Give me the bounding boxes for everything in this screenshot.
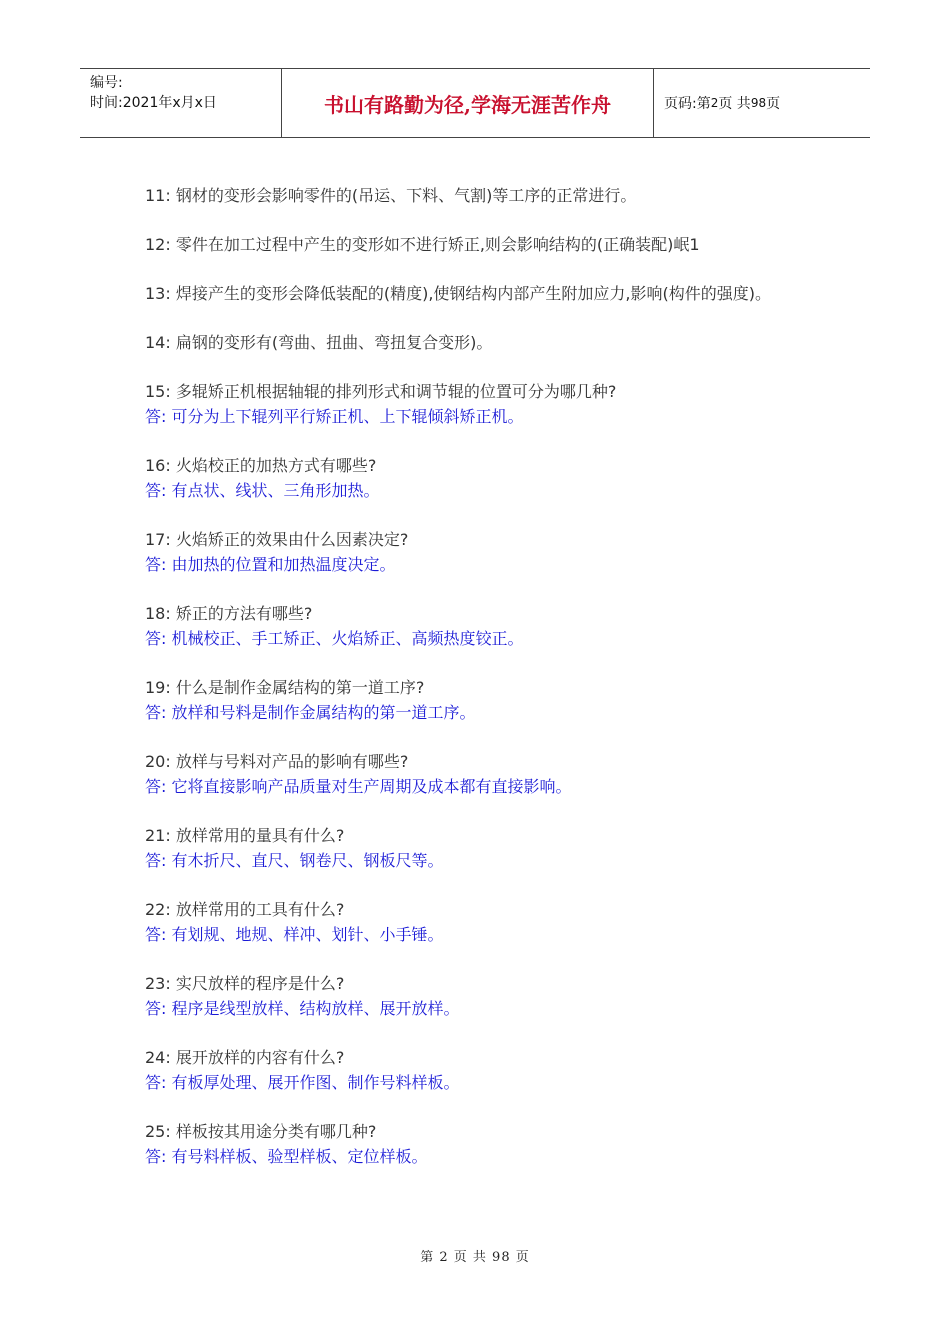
answer-text: 答: 有板厚处理、展开作图、制作号料样板。 [145, 1073, 460, 1092]
qa-item [145, 971, 815, 1021]
answer-text: 答: 有点状、线状、三角形加热。 [145, 481, 380, 500]
qa-item [145, 1119, 815, 1169]
question-text: 24: 展开放样的内容有什么? [145, 1048, 345, 1067]
qa-list [145, 183, 815, 1193]
answer-text: 答: 可分为上下辊列平行矫正机、上下辊倾斜矫正机。 [145, 407, 524, 426]
header-meta [80, 69, 282, 137]
answer-text: 答: 它将直接影响产品质量对生产周期及成本都有直接影响。 [145, 777, 572, 796]
question-text: 17: 火焰矫正的效果由什么因素决定? [145, 530, 409, 549]
qa-item [145, 281, 815, 306]
question-text: 21: 放样常用的量具有什么? [145, 826, 345, 845]
qa-item [145, 379, 815, 429]
qa-item [145, 1045, 815, 1095]
time-label: 时间:2021年x月x日 [90, 95, 217, 111]
question-text: 11: 钢材的变形会影响零件的(吊运、下料、气割)等工序的正常进行。 [145, 186, 637, 205]
page-mid: 页 共 [718, 96, 751, 112]
question-text: 19: 什么是制作金属结构的第一道工序? [145, 678, 425, 697]
page-footer: 第 2 页 共 98 页 [420, 1250, 530, 1265]
answer-text: 答: 有号料样板、验型样板、定位样板。 [145, 1147, 428, 1166]
qa-item [145, 823, 815, 873]
answer-text: 答: 有划规、地规、样冲、划针、小手锤。 [145, 925, 444, 944]
qa-item [145, 453, 815, 503]
question-text: 22: 放样常用的工具有什么? [145, 900, 345, 919]
question-text: 20: 放样与号料对产品的影响有哪些? [145, 752, 409, 771]
qa-item [145, 183, 815, 208]
question-text: 16: 火焰校正的加热方式有哪些? [145, 456, 377, 475]
qa-item [145, 330, 815, 355]
header-motto: 书山有路勤为径,学海无涯苦作舟 [282, 69, 654, 137]
answer-text: 答: 放样和号料是制作金属结构的第一道工序。 [145, 703, 476, 722]
page-current: 2 [710, 96, 719, 110]
page-label: 页码:第 [664, 96, 711, 112]
qa-item [145, 527, 815, 577]
question-text: 23: 实尺放样的程序是什么? [145, 974, 345, 993]
question-text: 18: 矫正的方法有哪些? [145, 604, 313, 623]
qa-item [145, 601, 815, 651]
code-label: 编号: [90, 75, 123, 91]
qa-item [145, 749, 815, 799]
document-header [80, 68, 870, 138]
qa-item [145, 232, 815, 257]
question-text: 14: 扁钢的变形有(弯曲、扭曲、弯扭复合变形)。 [145, 333, 493, 352]
answer-text: 答: 由加热的位置和加热温度决定。 [145, 555, 396, 574]
qa-item [145, 675, 815, 725]
question-text: 12: 零件在加工过程中产生的变形如不进行矫正,则会影响结构的(正确装配)岷1 [145, 235, 700, 254]
question-text: 15: 多辊矫正机根据轴辊的排列形式和调节辊的位置可分为哪几种? [145, 382, 617, 401]
question-text: 13: 焊接产生的变形会降低装配的(精度),使钢结构内部产生附加应力,影响(构件的强度)。 [145, 284, 771, 303]
question-text: 25: 样板按其用途分类有哪几种? [145, 1122, 377, 1141]
answer-text: 答: 程序是线型放样、结构放样、展开放样。 [145, 999, 460, 1018]
qa-item [145, 897, 815, 947]
header-page-info [654, 69, 870, 137]
answer-text: 答: 机械校正、手工矫正、火焰矫正、高频热度铰正。 [145, 629, 524, 648]
answer-text: 答: 有木折尺、直尺、钢卷尺、钢板尺等。 [145, 851, 444, 870]
page-suffix: 页 [766, 96, 781, 112]
page-total: 98 [750, 96, 767, 110]
